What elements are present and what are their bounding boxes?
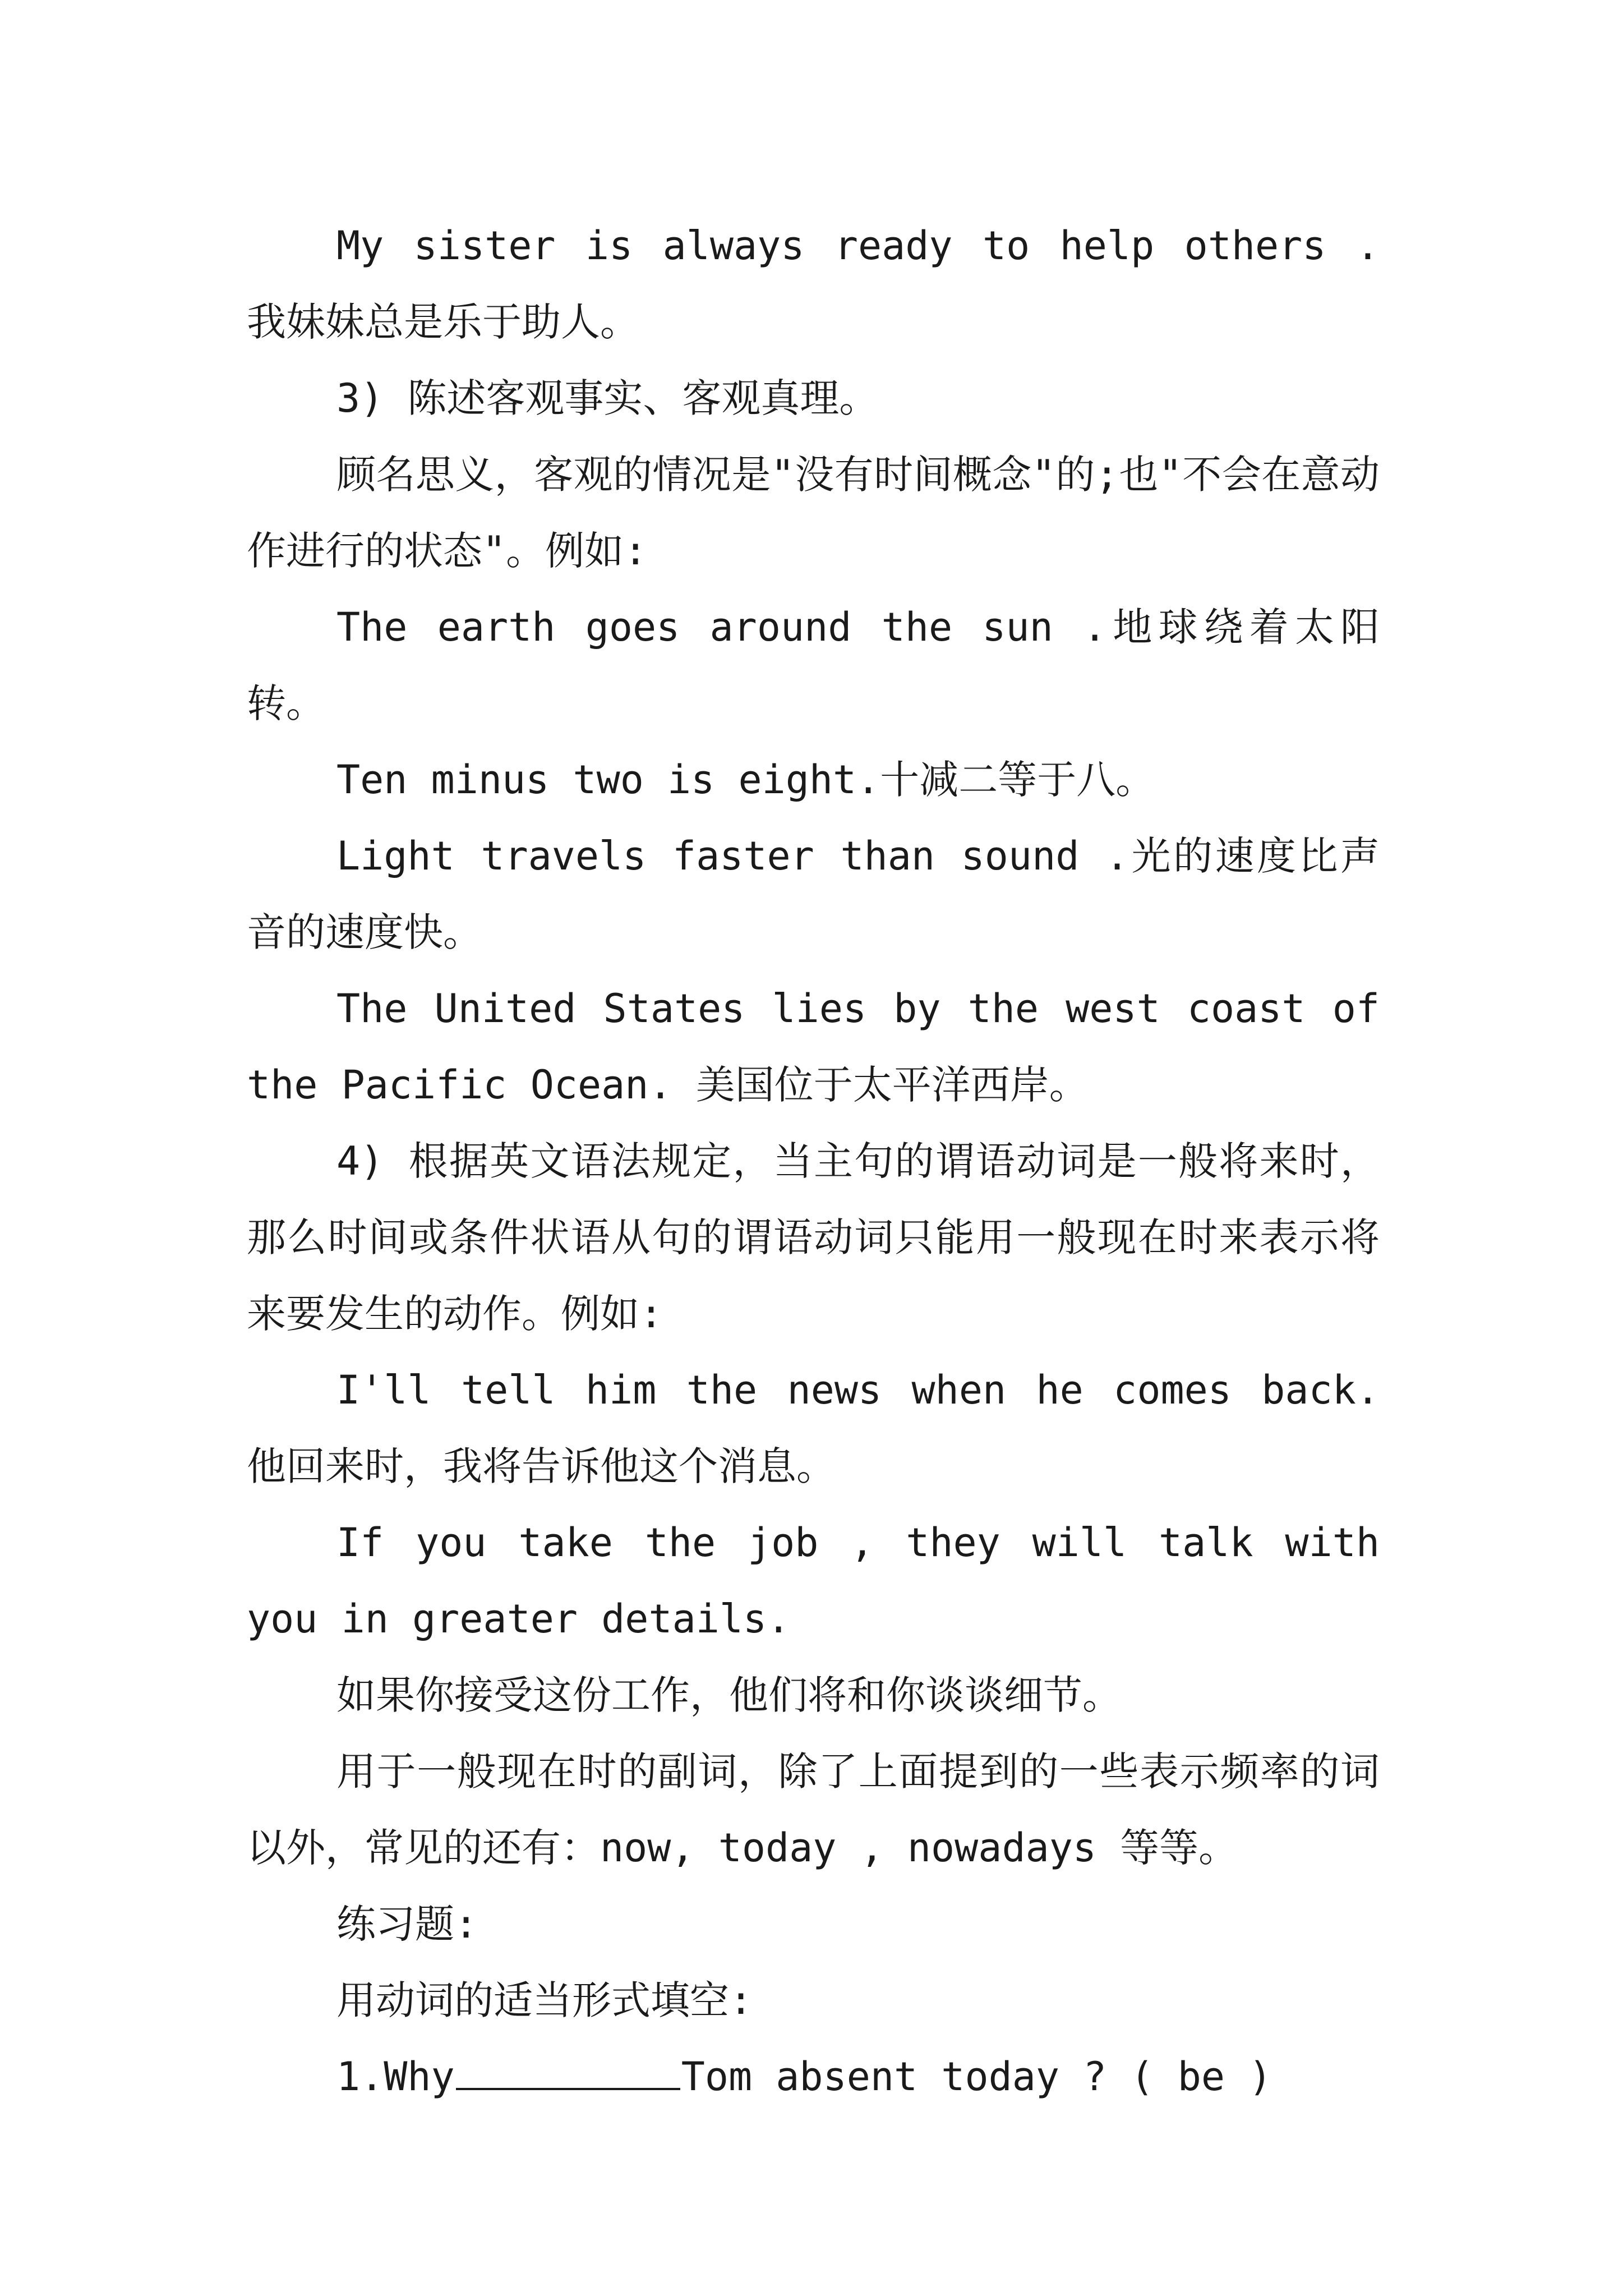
answer-blank[interactable] [456, 2054, 680, 2090]
paragraph-10: If you take the job , they will talk with you in greater details. [247, 1520, 1380, 1642]
exercise-1 [247, 2039, 1380, 2115]
exercise-prefix: 1.Why [336, 2054, 455, 2100]
paragraph-5: Ten minus two is eight.十减二等于八。 [336, 757, 1155, 803]
paragraph-7: The United States lies by the west coast of the Pacific Ocean. 美国位于太平洋西岸。 [247, 986, 1380, 1108]
paragraph-3: 顾名思义，客观的情况是"没有时间概念"的;也"不会在意动作进行的状态"。例如: [247, 452, 1380, 574]
paragraph-13: 练习题: [336, 1901, 478, 1947]
paragraph-1: My sister is always ready to help others . 我妹妹总是乐于助人。 [247, 223, 1380, 345]
document-body [247, 208, 1380, 2115]
paragraph-11: 如果你接受这份工作，他们将和你谈谈细节。 [336, 1672, 1122, 1718]
paragraph-8: 4) 根据英文语法规定，当主句的谓语动词是一般将来时，那么时间或条件状语从句的谓语动词只能用一般现在时来表示将来要发生的动作。例如: [247, 1138, 1380, 1337]
exercise-suffix: Tom absent today ? ( be ) [681, 2054, 1272, 2100]
paragraph-6: Light travels faster than sound .光的速度比声音的速度快。 [247, 833, 1380, 955]
paragraph-9: I'll tell him the news when he comes back. 他回来时，我将告诉他这个消息。 [247, 1367, 1380, 1489]
paragraph-14: 用动词的适当形式填空: [336, 1977, 753, 2023]
paragraph-12: 用于一般现在时的副词，除了上面提到的一些表示频率的词以外，常见的还有：now, today , nowadays 等等。 [247, 1749, 1380, 1871]
paragraph-2: 3) 陈述客观事实、客观真理。 [336, 375, 879, 421]
paragraph-4: The earth goes around the sun .地球绕着太阳转。 [247, 604, 1380, 726]
